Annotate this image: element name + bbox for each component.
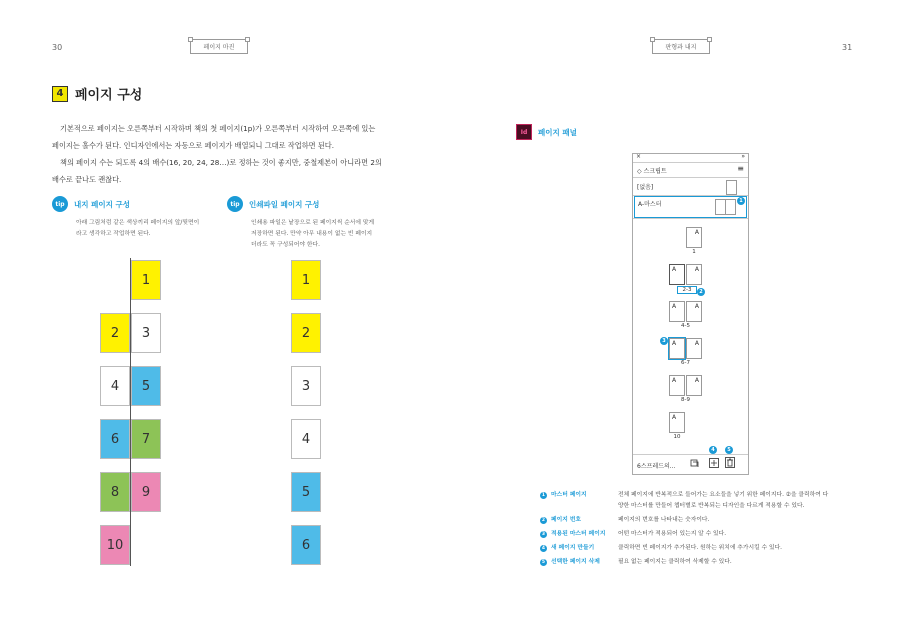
tip-badge: tip bbox=[52, 196, 68, 212]
legend-row bbox=[540, 529, 858, 540]
legend-number: 2 bbox=[541, 518, 546, 523]
legend-description bbox=[618, 529, 858, 540]
legend-term-text: 새 페이지 만들기 bbox=[551, 545, 595, 551]
section-title: 페이지 구성 bbox=[75, 88, 143, 103]
indesign-icon: Id bbox=[516, 124, 532, 140]
page-number-label: 4-5 bbox=[681, 323, 690, 329]
spread-page-8: 8 bbox=[100, 472, 130, 512]
body-line-3: 책의 페이지 수는 되도록 4의 배수(16, 20, 24, 28…)로 정하는 것이 좋지만, 중철제본이 아니라면 2의 bbox=[60, 158, 382, 167]
trash-icon[interactable] bbox=[725, 457, 735, 468]
print-page-3: 3 bbox=[291, 366, 321, 406]
legend-description-line: 페이지의 번호를 나타내는 숫자이다. bbox=[618, 517, 710, 523]
right-running-head bbox=[652, 39, 710, 54]
legend-number: 4 bbox=[541, 546, 546, 551]
tip-title: 인쇄파일 페이지 구성 bbox=[249, 199, 320, 209]
legend-description-line: 필요 없는 페이지는 클릭하여 삭제할 수 있다. bbox=[618, 559, 732, 565]
thumb-right-page[interactable]: A bbox=[686, 375, 702, 396]
thumb-right-page[interactable]: A bbox=[686, 338, 702, 359]
legend-number: 1 bbox=[541, 493, 546, 498]
thumb-left-page[interactable]: A bbox=[669, 412, 685, 433]
print-page-2: 2 bbox=[291, 313, 321, 353]
page-number-label: 1 bbox=[692, 249, 696, 255]
collapse-icon[interactable]: » bbox=[741, 153, 745, 160]
legend-row bbox=[540, 543, 858, 554]
tip-title: 내지 페이지 구성 bbox=[74, 199, 130, 209]
spread-page-5: 5 bbox=[131, 366, 161, 406]
callout-1: 1 bbox=[737, 197, 745, 205]
section-number-badge: 4 bbox=[52, 86, 68, 102]
legend-term-text: 마스터 페이지 bbox=[551, 492, 587, 498]
legend-description bbox=[618, 543, 858, 554]
legend-row bbox=[540, 490, 858, 512]
legend-term bbox=[540, 515, 618, 526]
legend-description-line: 클릭하면 빈 페이지가 추가된다. 원하는 위치에 추가시킬 수 있다. bbox=[618, 545, 783, 551]
spine-line bbox=[130, 258, 131, 566]
master-none-label: [없음] bbox=[637, 184, 654, 191]
spread-page-3: 3 bbox=[131, 313, 161, 353]
master-a-label: A-마스터 bbox=[638, 201, 662, 208]
legend-number: 5 bbox=[541, 560, 546, 565]
thumb-left-page[interactable]: A bbox=[669, 301, 685, 322]
new-spread-icon[interactable] bbox=[690, 458, 700, 468]
spread-count-label: 6스프레드의... bbox=[637, 463, 676, 470]
spread-page-10: 10 bbox=[100, 525, 130, 565]
master-a-right-thumb bbox=[725, 199, 736, 215]
legend-term-text: 적용된 마스터 페이지 bbox=[551, 531, 606, 537]
section-heading bbox=[52, 84, 142, 103]
legend-term-text: 선택한 페이지 삭제 bbox=[551, 559, 600, 565]
legend-description-line: 어떤 마스터가 적용되어 있는지 알 수 있다. bbox=[618, 531, 727, 537]
tip-body-print bbox=[251, 218, 374, 251]
print-page-4: 4 bbox=[291, 419, 321, 459]
master-a-row[interactable] bbox=[634, 196, 747, 218]
legend-term bbox=[540, 543, 618, 554]
spread-page-1: 1 bbox=[131, 260, 161, 300]
panel-tabbar bbox=[633, 163, 748, 178]
close-icon[interactable]: × bbox=[636, 153, 642, 160]
body-line-4: 배수로 끝나도 괜찮다. bbox=[52, 175, 122, 184]
id-section-title: 페이지 패널 bbox=[538, 127, 577, 137]
callout-2: 2 bbox=[697, 288, 705, 296]
thumb-left-page[interactable]: A bbox=[669, 264, 685, 285]
right-running-head-text: 판형과 내지 bbox=[665, 44, 697, 51]
tip-body-line: 더라도 꼭 구성되어야 한다. bbox=[251, 242, 320, 248]
legend-description-line: 전체 페이지에 반복적으로 들어가는 요소들을 넣기 위한 페이지다. ②을 클릭하여 다 bbox=[618, 492, 829, 498]
panel-titlebar bbox=[633, 154, 748, 163]
spread-page-4: 4 bbox=[100, 366, 130, 406]
page-number-label: 2-3 bbox=[677, 286, 697, 294]
left-page-number: 30 bbox=[52, 43, 63, 52]
legend-term-text: 페이지 번호 bbox=[551, 517, 582, 523]
left-running-head-text: 페이지 마진 bbox=[203, 44, 235, 51]
spread-page-9: 9 bbox=[131, 472, 161, 512]
pages-panel bbox=[632, 153, 749, 475]
page-number-label: 8-9 bbox=[681, 397, 690, 403]
callout-5: 5 bbox=[725, 446, 733, 454]
master-none-row[interactable] bbox=[633, 178, 748, 196]
new-page-icon[interactable] bbox=[709, 458, 719, 468]
legend-row bbox=[540, 557, 858, 568]
legend-description bbox=[618, 557, 858, 568]
tip-badge: tip bbox=[227, 196, 243, 212]
spread-page-7: 7 bbox=[131, 419, 161, 459]
id-section-heading bbox=[516, 124, 577, 140]
left-running-head bbox=[190, 39, 248, 54]
callout-4: 4 bbox=[709, 446, 717, 454]
tip-body-line: 아래 그림처럼 같은 색상끼리 페이지의 앞/뒷면이 bbox=[76, 220, 200, 226]
legend-description-line: 양한 마스터를 만들어 챕터별로 반복되는 디자인을 다르게 적용할 수 있다. bbox=[618, 503, 805, 509]
thumb-right-page[interactable]: A bbox=[686, 264, 702, 285]
legend-term bbox=[540, 490, 618, 512]
legend-row bbox=[540, 515, 858, 526]
master-none-thumb bbox=[726, 180, 737, 195]
print-page-6: 6 bbox=[291, 525, 321, 565]
legend-description bbox=[618, 490, 858, 512]
page-number-label: 6-7 bbox=[681, 360, 690, 366]
right-page-number: 31 bbox=[842, 43, 853, 52]
panel-footer bbox=[633, 454, 748, 474]
legend-description bbox=[618, 515, 858, 526]
thumb-right-page[interactable]: A bbox=[686, 301, 702, 322]
tip-print-pages bbox=[227, 196, 319, 212]
legend-number: 3 bbox=[541, 532, 546, 537]
body-line-1: 기본적으로 페이지는 오른쪽부터 시작하며 책의 첫 페이지(1p)가 오른쪽부터 시작하여 오른쪽에 있는 bbox=[60, 124, 376, 133]
legend-term bbox=[540, 557, 618, 568]
tip-body-line: 라고 생각하고 작업하면 된다. bbox=[76, 231, 151, 237]
tip-body-inner bbox=[76, 218, 199, 240]
thumb-right-page[interactable]: A bbox=[686, 227, 702, 248]
tip-body-line: 저장하면 된다. 만약 아무 내용이 없는 빈 페이지 bbox=[251, 231, 373, 237]
spread-page-6: 6 bbox=[100, 419, 130, 459]
body-line-2: 페이지는 홀수가 된다. 인디자인에서는 자동으로 페이지가 배열되니 그대로 작업하면 된다. bbox=[52, 141, 335, 150]
callout-3: 3 bbox=[660, 337, 668, 345]
spread-page-2: 2 bbox=[100, 313, 130, 353]
thumb-left-page[interactable]: A bbox=[669, 338, 685, 359]
tab-pages[interactable]: ◇ 스크립트 bbox=[637, 168, 667, 175]
legend-term bbox=[540, 529, 618, 540]
tip-body-line: 인쇄용 파일은 낱장으로 된 페이지씩 순서에 맞게 bbox=[251, 220, 375, 226]
tip-inner-pages bbox=[52, 196, 130, 212]
panel-menu-icon[interactable]: ≡ bbox=[737, 164, 744, 173]
print-page-5: 5 bbox=[291, 472, 321, 512]
print-page-1: 1 bbox=[291, 260, 321, 300]
page-number-label: 10 bbox=[673, 434, 681, 440]
panel-divider bbox=[633, 218, 748, 219]
thumb-left-page[interactable]: A bbox=[669, 375, 685, 396]
